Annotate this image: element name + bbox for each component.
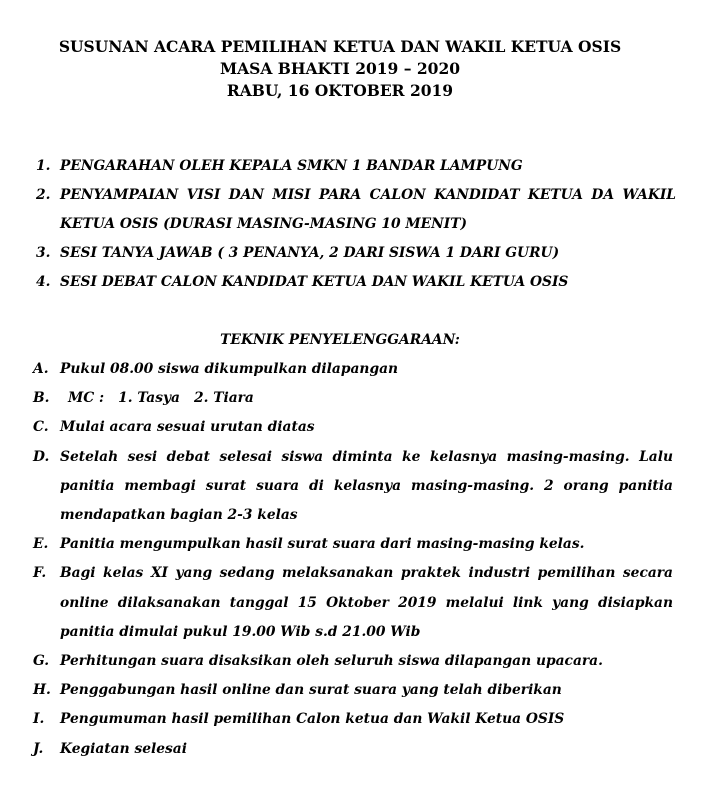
agenda-item (36, 152, 676, 181)
agenda-number: 2. (36, 187, 51, 203)
technique-item (33, 735, 673, 764)
agenda-text: PENGARAHAN OLEH KEPALA SMKN 1 BANDAR LAMPUNG (60, 158, 523, 174)
technique-letter: F. (33, 565, 47, 582)
technique-text: Panitia mengumpulkan hasil surat suara dari masing-masing kelas. (60, 536, 585, 553)
technique-letter: J. (33, 740, 44, 757)
technique-text: Pukul 08.00 siswa dikumpulkan dilapangan (60, 361, 399, 377)
agenda-list (36, 152, 676, 297)
technique-item (33, 413, 673, 442)
technique-letter: B. (33, 390, 50, 407)
techniques-list (33, 355, 673, 764)
technique-letter: H. (33, 682, 51, 699)
technique-item (33, 676, 673, 705)
technique-letter: I. (33, 711, 45, 728)
technique-letter: D. (33, 448, 50, 465)
technique-text: Pengumuman hasil pemilihan Calon ketua dan Wakil Ketua OSIS (60, 711, 565, 728)
agenda-number: 4. (36, 274, 51, 290)
document-header (0, 36, 680, 102)
agenda-item (36, 239, 676, 268)
mc-label: MC : (68, 390, 105, 407)
technique-item (33, 384, 673, 413)
technique-text-line: online dilaksanakan tanggal 15 Oktober 2019 melalui link yang disiapkan (60, 594, 673, 611)
technique-text: Penggabungan hasil online dan surat suara yang telah diberikan (60, 682, 562, 699)
header-title: SUSUNAN ACARA PEMILIHAN KETUA DAN WAKIL KETUA OSIS (58, 37, 622, 56)
header-date: RABU, 16 OKTOBER 2019 (226, 81, 454, 100)
agenda-text: SESI TANYA JAWAB ( 3 PENANYA, 2 DARI SISWA 1 DARI GURU) (60, 245, 560, 261)
agenda-item (36, 181, 676, 239)
technique-letter: G. (33, 653, 50, 670)
technique-text-line: panitia membagi surat suara di kelasnya masing-masing. 2 orang panitia (60, 477, 673, 494)
technique-item (33, 559, 673, 647)
technique-item (33, 647, 673, 676)
technique-text-line: panitia dimulai pukul 19.00 Wib s.d 21.00 Wib (60, 623, 421, 640)
agenda-text-line: KETUA OSIS (DURASI MASING-MASING 10 MENIT) (60, 216, 468, 232)
agenda-text-line: PENYAMPAIAN VISI DAN MISI PARA CALON KANDIDAT KETUA DA WAKIL (60, 187, 676, 203)
mc-name: 1. Tasya (118, 390, 180, 407)
mc-line (60, 384, 673, 413)
technique-letter: E. (33, 536, 49, 553)
technique-text: Perhitungan suara disaksikan oleh seluruh siswa dilapangan upacara. (60, 653, 603, 670)
technique-text-line: mendapatkan bagian 2-3 kelas (60, 507, 298, 524)
technique-letter: A. (33, 361, 49, 377)
agenda-item (36, 268, 676, 297)
agenda-number: 1. (36, 158, 51, 174)
mc-name: 2. Tiara (193, 390, 254, 407)
technique-item (33, 705, 673, 734)
agenda-number: 3. (36, 245, 51, 261)
agenda-text: SESI DEBAT CALON KANDIDAT KETUA DAN WAKIL KETUA OSIS (60, 274, 569, 290)
technique-letter: C. (33, 419, 49, 436)
technique-text: Mulai acara sesuai urutan diatas (60, 419, 315, 436)
technique-text: Kegiatan selesai (60, 740, 187, 757)
technique-item (33, 443, 673, 531)
header-period: MASA BHAKTI 2019 – 2020 (219, 59, 461, 78)
technique-text-line: Bagi kelas XI yang sedang melaksanakan praktek industri pemilihan secara (60, 565, 673, 582)
technique-item (33, 355, 673, 384)
technique-text-line: Setelah sesi debat selesai siswa diminta ke kelasnya masing-masing. Lalu (60, 448, 673, 465)
section-title: TEKNIK PENYELENGGARAAN: (220, 332, 460, 348)
technique-item (33, 530, 673, 559)
